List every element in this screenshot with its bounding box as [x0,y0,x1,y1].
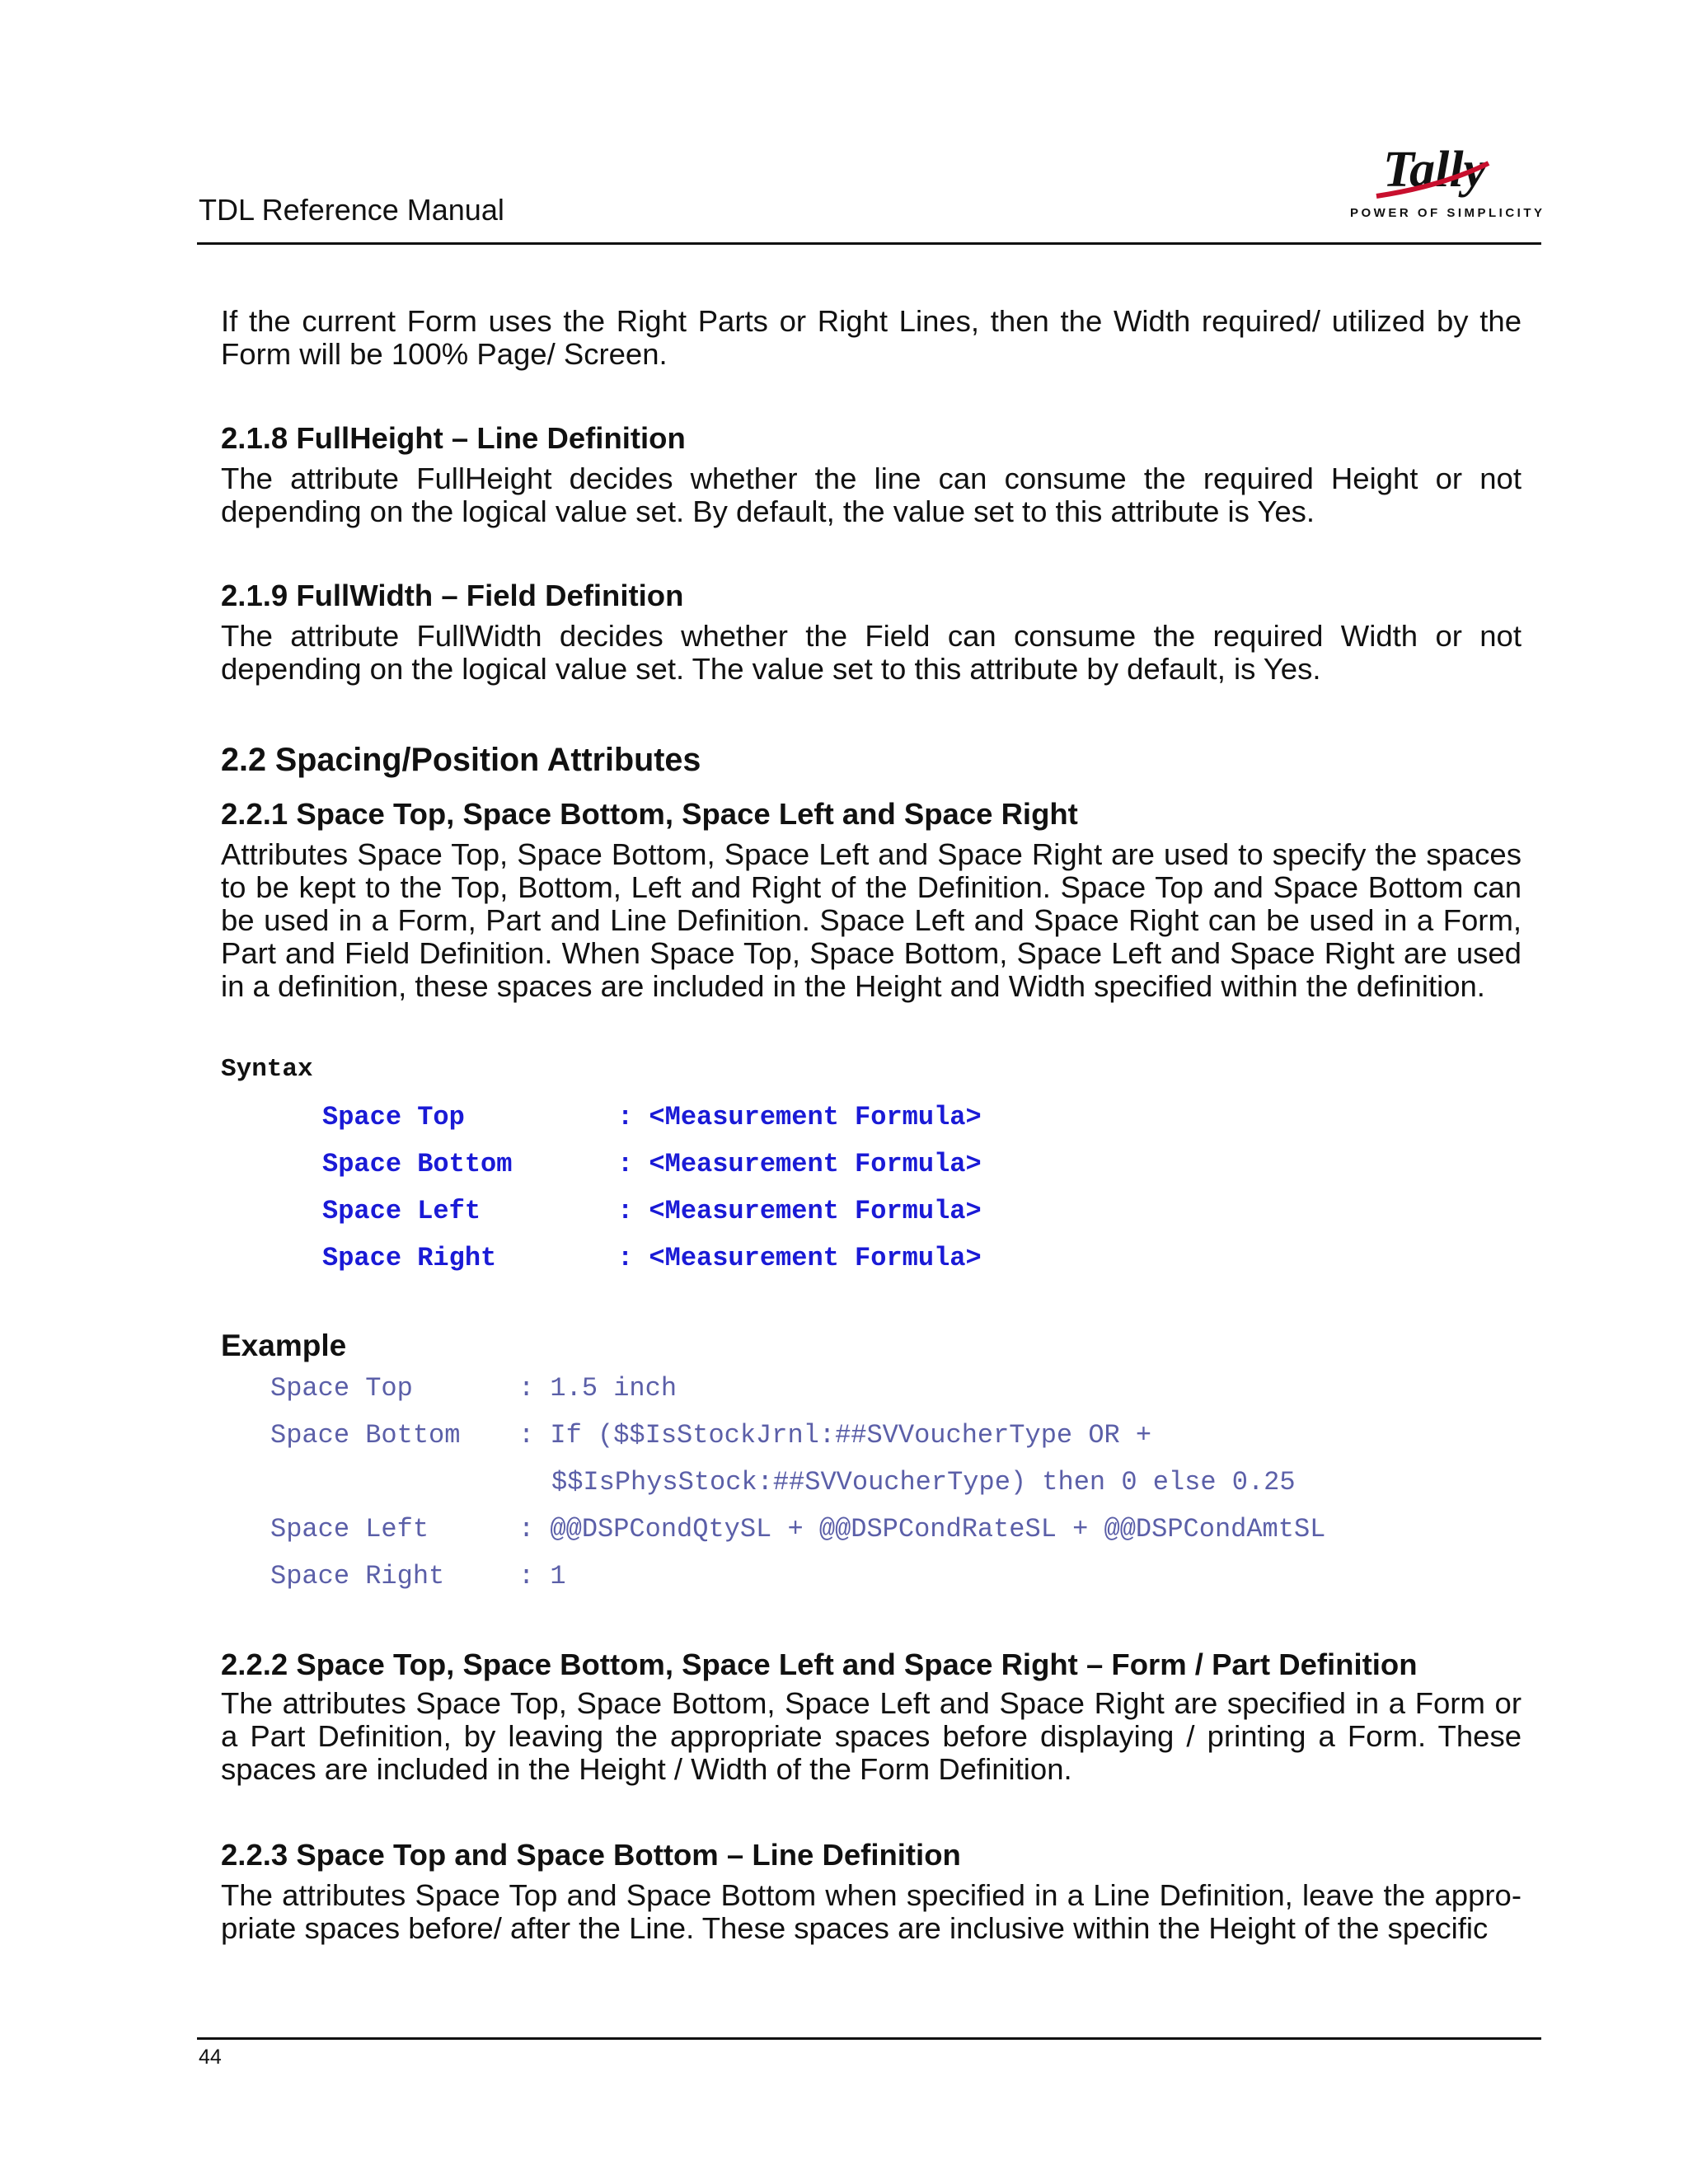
syntax-value: : <Measurement Formula> [617,1102,982,1132]
syntax-attr: Space Right [322,1243,497,1273]
syntax-value: : <Measurement Formula> [617,1243,982,1273]
section-heading-2-2-3: 2.2.3 Space Top and Space Bottom – Line Definition [221,1838,961,1872]
example-value: : 1.5 inch [518,1373,678,1404]
tally-logo-wordmark: Tally [1383,142,1487,198]
example-value: : If ($$IsStockJrnl:##SVVoucherType OR + [518,1420,1152,1451]
section-body-2-1-8: The attribute FullHeight decides whether the line can consume the required Height or not depending on the logical value set. By default, the value set to this attribute is Yes. [221,462,1522,528]
section-heading-2-1-9: 2.1.9 FullWidth – Field Definition [221,579,684,612]
example-label: Example [221,1329,347,1362]
section-body-2-2-2: The attributes Space Top, Space Bottom, Space Left and Space Right are specified in a Form or a Part Definition, by leaving the appropriate spaces before displaying / printing a Form. These spaces are included in the Height / Width of the Form Definition. [221,1686,1522,1786]
tally-logo [1343,138,1545,229]
example-attr: Space Top [270,1373,413,1404]
intro-paragraph: If the current Form uses the Right Parts or Right Lines, then the Width required/ utilized by the Form will be 100% Page/ Screen. [221,304,1522,371]
example-attr: Space Right [270,1561,445,1591]
document-title: TDL Reference Manual [199,193,504,227]
footer-divider [197,2037,1541,2040]
header-divider [197,242,1541,245]
section-heading-2-1-8: 2.1.8 FullHeight – Line Definition [221,421,686,455]
section-body-2-2-3: The attributes Space Top and Space Bottom when specified in a Line Definition, leave the appro-priate spaces before/ after the Line. These spaces are inclusive within the Height of the specific [221,1878,1522,1945]
section-body-2-2-1: Attributes Space Top, Space Bottom, Space Left and Space Right are used to specify the spaces to be kept to the Top, Bottom, Left and Right of the Definition. Space Top and Space Bottom can be used in a Form, Part and Line Definition. Space Left and Space Right can be used in a Form, Part and Field Definition. When Space Top, Space Bottom, Space Left and Space Right are used in a definition, these spaces are included in the Height and Width specified within the definition. [221,837,1522,1003]
tally-logo-mark [1343,138,1541,204]
example-attr: Space Left [270,1514,429,1544]
section-heading-2-2-1: 2.2.1 Space Top, Space Bottom, Space Left and Space Right [221,797,1078,831]
syntax-attr: Space Left [322,1196,481,1226]
syntax-attr: Space Bottom [322,1149,513,1179]
syntax-attr: Space Top [322,1102,465,1132]
section-body-2-1-9: The attribute FullWidth decides whether the Field can consume the required Width or not depending on the logical value set. The value set to this attribute by default, is Yes. [221,619,1522,686]
logo-tagline: POWER OF SIMPLICITY [1350,206,1545,220]
syntax-label: Syntax [221,1055,313,1084]
page-number: 44 [199,2046,222,2069]
section-heading-2-2-2: 2.2.2 Space Top, Space Bottom, Space Left and Space Right – Form / Part Definition [221,1647,1418,1681]
syntax-value: : <Measurement Formula> [617,1196,982,1226]
section-heading-2-2: 2.2 Spacing/Position Attributes [221,742,701,778]
syntax-value: : <Measurement Formula> [617,1149,982,1179]
example-value: : @@DSPCondQtySL + @@DSPCondRateSL + @@DSPCondAmtSL [518,1514,1326,1544]
example-attr: Space Bottom [270,1420,461,1451]
example-value: : 1 [518,1561,566,1591]
example-value-continuation: $$IsPhysStock:##SVVoucherType) then 0 else 0.25 [551,1467,1296,1497]
